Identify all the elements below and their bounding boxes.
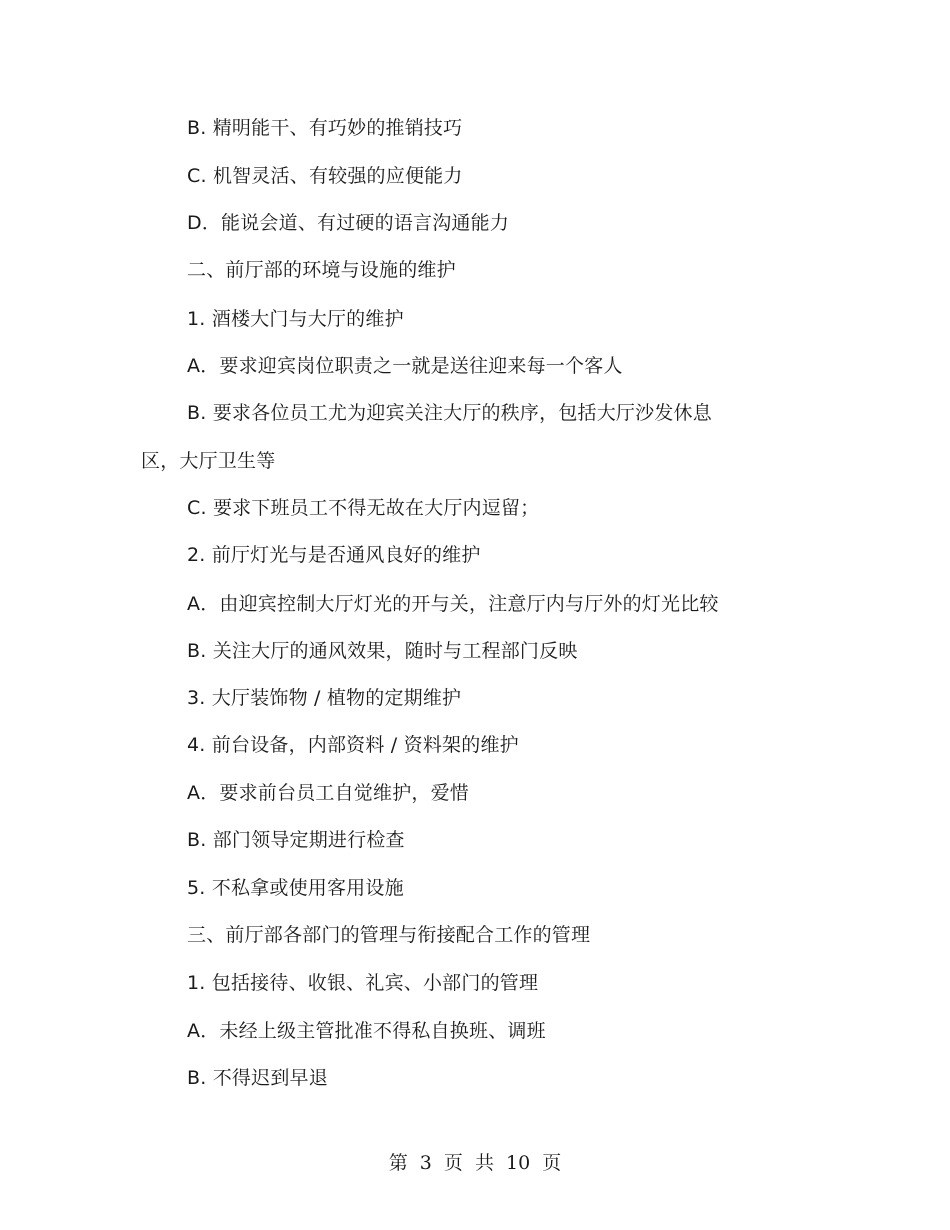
text-line: C. 要求下班员工不得无故在大厅内逗留； bbox=[187, 497, 540, 519]
page-number-footer: 第 3 页 共 10 页 bbox=[388, 1152, 562, 1174]
section-heading: 三、前厅部各部门的管理与衔接配合工作的管理 bbox=[187, 924, 591, 946]
text-line: 1. 包括接待、收银、礼宾、小部门的管理 bbox=[187, 972, 539, 994]
text-line: A．要求前台员工自觉维护，爱惜 bbox=[187, 782, 469, 804]
text-line: D．能说会道、有过硬的语言沟通能力 bbox=[187, 212, 510, 234]
text-line: 1. 酒楼大门与大厅的维护 bbox=[187, 308, 404, 330]
text-line: 3. 大厅装饰物 / 植物的定期维护 bbox=[187, 687, 462, 709]
text-line: 2. 前厅灯光与是否通风良好的维护 bbox=[187, 544, 481, 566]
text-line: B. 不得迟到早退 bbox=[187, 1067, 328, 1089]
text-line: A．要求迎宾岗位职责之一就是送往迎来每一个客人 bbox=[187, 355, 623, 377]
text-line: 4. 前台设备，内部资料 / 资料架的维护 bbox=[187, 734, 519, 756]
text-line: A．由迎宾控制大厅灯光的开与关，注意厅内与厅外的灯光比较 bbox=[187, 593, 719, 615]
text-line: B. 部门领导定期进行检查 bbox=[187, 829, 405, 851]
text-line: B. 精明能干、有巧妙的推销技巧 bbox=[187, 117, 463, 139]
text-line: B. 关注大厅的通风效果，随时与工程部门反映 bbox=[187, 640, 578, 662]
text-line: B. 要求各位员工尤为迎宾关注大厅的秩序，包括大厅沙发休息 bbox=[187, 402, 712, 424]
text-line: A．未经上级主管批准不得私自换班、调班 bbox=[187, 1020, 546, 1042]
text-line-continuation: 区，大厅卫生等 bbox=[141, 450, 276, 472]
section-heading: 二、前厅部的环境与设施的维护 bbox=[187, 259, 456, 281]
text-line: 5. 不私拿或使用客用设施 bbox=[187, 877, 404, 899]
text-line: C. 机智灵活、有较强的应便能力 bbox=[187, 165, 463, 187]
